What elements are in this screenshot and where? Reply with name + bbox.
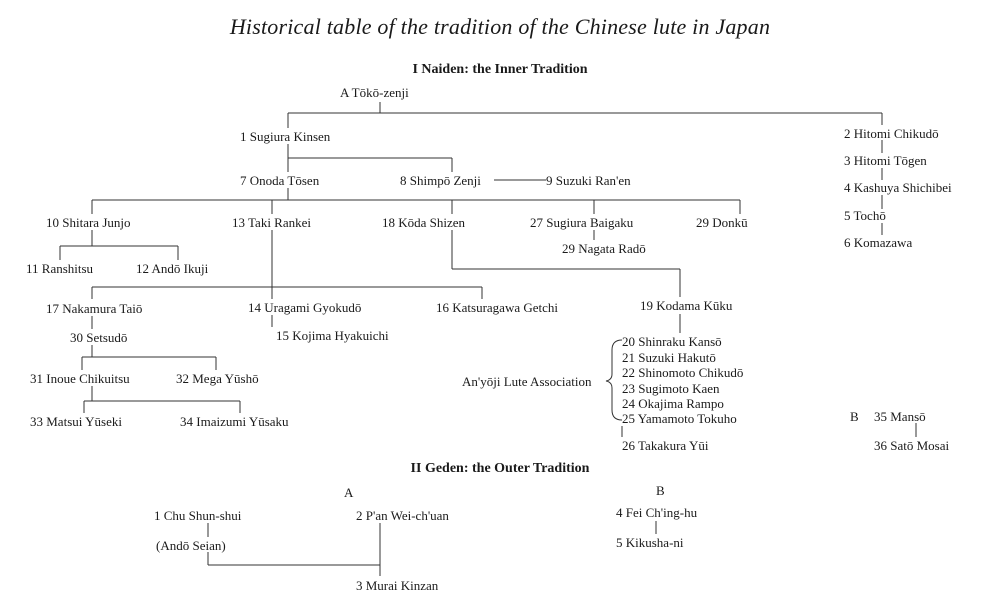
- outer-node-2-pan-wei-chuan: 2 P'an Wei-ch'uan: [356, 508, 449, 523]
- node-8-shimpo-zenji: 8 Shimpō Zenji: [400, 173, 481, 188]
- node-27-sugiura-baigaku: 27 Sugiura Baigaku: [530, 215, 634, 230]
- node-25-yamamoto-tokuho: 25 Yamamoto Tokuho: [622, 411, 737, 426]
- node-36-sato-mosai: 36 Satō Mosai: [874, 438, 950, 453]
- node-22-shinomoto-chikudo: 22 Shinomoto Chikudō: [622, 365, 744, 380]
- node-20-shinraku-kanso: 20 Shinraku Kansō: [622, 334, 722, 349]
- node-5-tocho: 5 Tochō: [844, 208, 886, 223]
- node-3-hitomi-togen: 3 Hitomi Tōgen: [844, 153, 927, 168]
- node-32-mega-yusho: 32 Mega Yūshō: [176, 371, 259, 386]
- outer-group-a-label: A: [344, 485, 354, 500]
- node-24-okajima-rampo: 24 Okajima Rampo: [622, 396, 724, 411]
- node-14-uragami-gyokudo: 14 Uragami Gyokudō: [248, 300, 362, 315]
- node-17-nakamura-taio: 17 Nakamura Taiō: [46, 301, 143, 316]
- node-4-kashuya-shichibei: 4 Kashuya Shichibei: [844, 180, 952, 195]
- node-11-ranshitsu: 11 Ranshitsu: [26, 261, 94, 276]
- node-13-taki-rankei: 13 Taki Rankei: [232, 215, 312, 230]
- node-35-manso: 35 Mansō: [874, 409, 926, 424]
- node-31-inoue-chikuitsu: 31 Inoue Chikuitsu: [30, 371, 130, 386]
- node-10-shitara-junjo: 10 Shitara Junjo: [46, 215, 131, 230]
- outer-node-1-chu-shun-shui: 1 Chu Shun-shui: [154, 508, 242, 523]
- anyoji-lute-association: An'yōji Lute Association: [462, 374, 592, 389]
- node-34-imaizumi-yusaku: 34 Imaizumi Yūsaku: [180, 414, 289, 429]
- node-21-suzuki-hakuto: 21 Suzuki Hakutō: [622, 350, 716, 365]
- node-9-suzuki-ranen: 9 Suzuki Ran'en: [546, 173, 631, 188]
- node-29-donku: 29 Donkū: [696, 215, 748, 230]
- outer-node-3-murai-kinzan: 3 Murai Kinzan: [356, 578, 439, 593]
- outer-node-4-fei-ching-hu: 4 Fei Ch'ing-hu: [616, 505, 698, 520]
- node-29-nagata-rado: 29 Nagata Radō: [562, 241, 646, 256]
- section-inner-title: I Naiden: the Inner Tradition: [412, 62, 588, 77]
- node-15-kojima-hyakuichi: 15 Kojima Hyakuichi: [276, 328, 389, 343]
- outer-node-5-kikusha-ni: 5 Kikusha-ni: [616, 535, 684, 550]
- node-12-ando-ikuji: 12 Andō Ikuji: [136, 261, 209, 276]
- node-23-sugimoto-kaen: 23 Sugimoto Kaen: [622, 381, 720, 396]
- diagram-title: Historical table of the tradition of the Chinese lute in Japan: [229, 14, 771, 39]
- node-26-takakura-yui: 26 Takakura Yūi: [622, 438, 709, 453]
- node-6-komazawa: 6 Komazawa: [844, 235, 913, 250]
- node-a-toko-zenji: A Tōkō-zenji: [340, 85, 409, 100]
- node-18-koda-shizen: 18 Kōda Shizen: [382, 215, 466, 230]
- outer-group-b-label: B: [656, 483, 665, 498]
- node-19-kodama-kuku: 19 Kodama Kūku: [640, 298, 733, 313]
- node-33-matsui-yuseki: 33 Matsui Yūseki: [30, 414, 122, 429]
- node-2-hitomi-chikudo: 2 Hitomi Chikudō: [844, 126, 939, 141]
- outer-node-1-ando-seian-note: (Andō Seian): [156, 538, 226, 553]
- node-16-katsuragawa-getchi: 16 Katsuragawa Getchi: [436, 300, 559, 315]
- section-outer-title: II Geden: the Outer Tradition: [410, 461, 590, 476]
- node-7-onoda-tosen: 7 Onoda Tōsen: [240, 173, 320, 188]
- group-b-label: B: [850, 409, 859, 424]
- node-1-sugiura-kinsen: 1 Sugiura Kinsen: [240, 129, 331, 144]
- node-30-setsudo: 30 Setsudō: [70, 330, 128, 345]
